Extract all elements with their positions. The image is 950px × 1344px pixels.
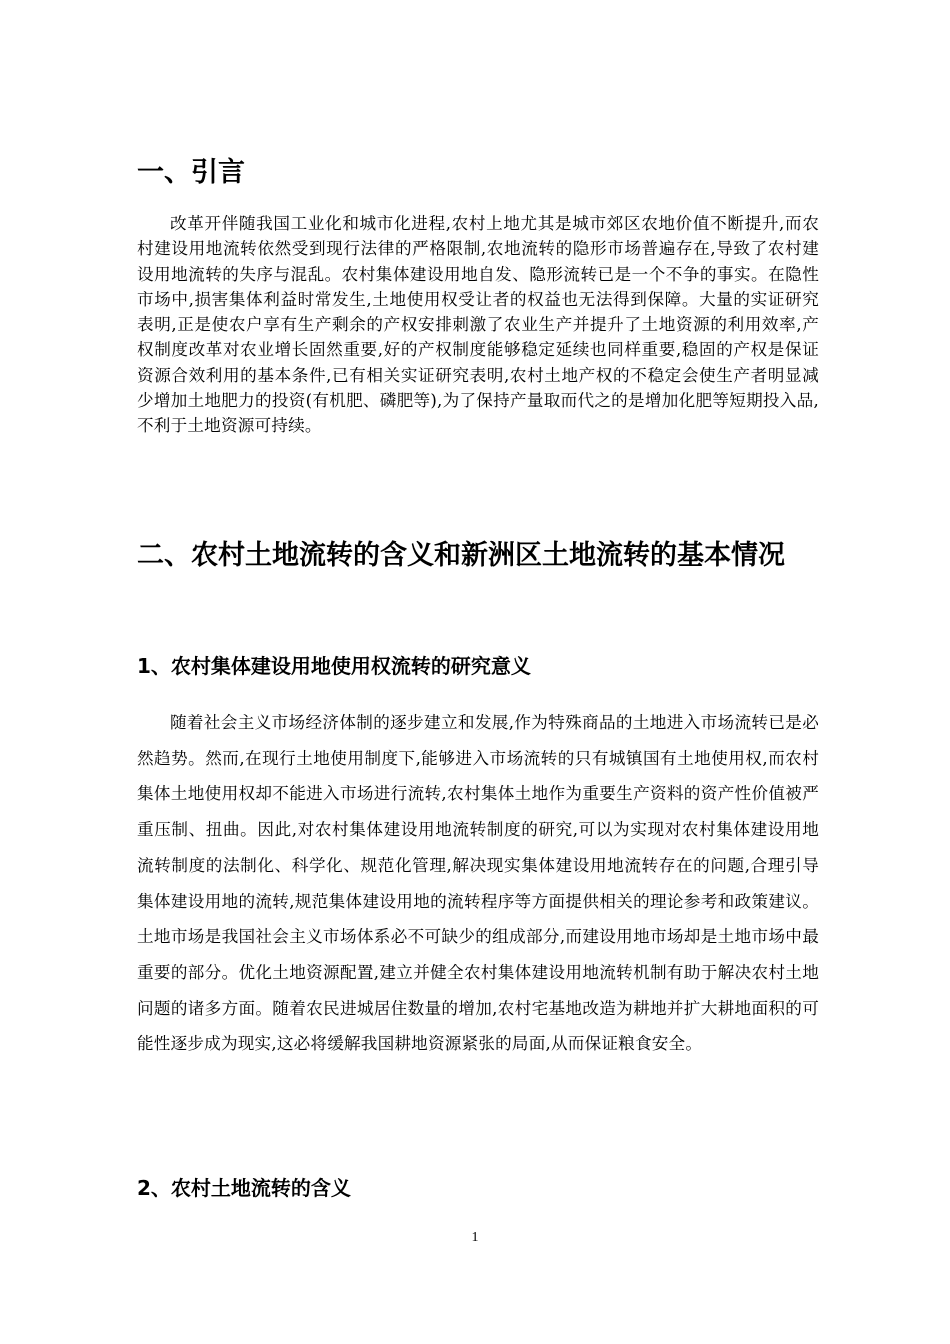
subsection-heading-research-significance: 1、农村集体建设用地使用权流转的研究意义 xyxy=(137,654,531,678)
section-heading-introduction: 一、引言 xyxy=(137,157,245,188)
subsection-heading-transfer-meaning: 2、农村土地流转的含义 xyxy=(137,1176,351,1200)
page-number: 1 xyxy=(471,1230,479,1245)
section-heading-land-transfer: 二、农村土地流转的含义和新洲区土地流转的基本情况 xyxy=(137,540,785,571)
research-significance-paragraph: 随着社会主义市场经济体制的逐步建立和发展,作为特殊商品的土地进入市场流转已是必然趋势。然而,在现行土地使用制度下,能够进入市场流转的只有城镇国有土地使用权,而农村集体土地使用权却不能进入市场进行流转,农村集体土地作为重要生产资料的资产性价值被严重压制、扭曲。因此,对农村集体建设用地流转制度的研究,可以为实现对农村集体建设用地流转制度的法制化、科学化、规范化管理,解决现实集体建设用地流转存在的问题,合理引导集体建设用地的流转,规范集体建设用地的流转程序等方面提供相关的理论参考和政策建议。土地市场是我国社会主义市场体系必不可缺少的组成部分,而建设用地市场却是土地市场中最重要的部分。优化土地资源配置,建立并健全农村集体建设用地流转机制有助于解决农村土地问题的诸多方面。随着农民进城居住数量的增加,农村宅基地改造为耕地并扩大耕地面积的可能性逐步成为现实,这必将缓解我国耕地资源紧张的局面,从而保证粮食安全。 xyxy=(137,713,819,1054)
introduction-paragraph: 改革开伴随我国工业化和城市化进程,农村上地尤其是城市郊区农地价值不断提升,而农村建设用地流转依然受到现行法律的严格限制,农地流转的隐形市场普遍存在,导致了农村建设用地流转的失序与混乱。农村集体建设用地自发、隐形流转已是一个不争的事实。在隐性市场中,损害集体利益时常发生,土地使用权受让者的权益也无法得到保障。大量的实证研究表明,正是使农户享有生产剩余的产权安排刺激了农业生产并提升了土地资源的利用效率,产权制度改革对农业增长固然重要,好的产权制度能够稳定延续也同样重要,稳固的产权是保证资源合效利用的基本条件,已有相关实证研究表明,农村土地产权的不稳定会使生产者明显减少增加土地肥力的投资(有机肥、磷肥等),为了保持产量取而代之的是增加化肥等短期投入品,不利于土地资源可持续。 xyxy=(137,214,819,436)
